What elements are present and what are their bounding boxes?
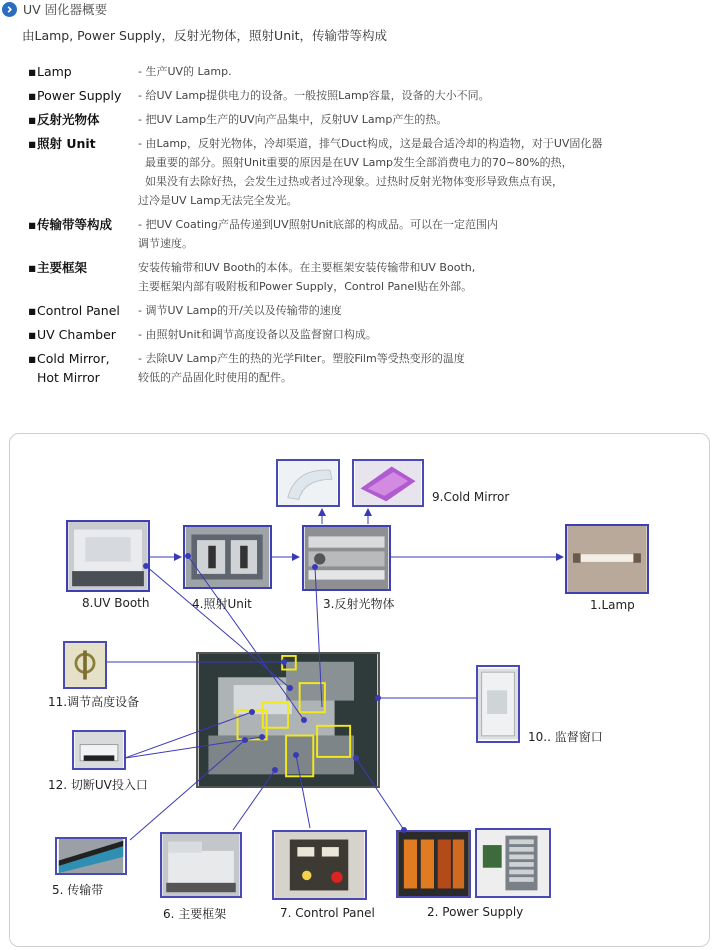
spec-item	[28, 110, 698, 130]
spec-term-label: 传输带等构成	[37, 217, 113, 232]
section-header	[2, 0, 107, 18]
spec-description	[138, 301, 342, 320]
spec-term	[28, 134, 138, 154]
spec-term-label: UV Chamber	[37, 327, 116, 342]
spec-term-label: 主要框架	[37, 260, 88, 275]
monitor-window-photo	[476, 665, 520, 743]
spec-term-label: 照射 Unit	[37, 136, 96, 151]
spec-description-line: - 把UV Coating产品传递到UV照射Unit底部的构成品。可以在一定范围内	[138, 218, 498, 231]
bullet-icon: ▪	[28, 88, 37, 103]
irradiation-unit-photo	[183, 525, 272, 589]
caption-power-supply: 2. Power Supply	[427, 905, 524, 919]
spec-term	[28, 62, 138, 82]
spec-description	[138, 215, 498, 253]
spec-term	[28, 349, 138, 387]
bullet-icon: ▪	[28, 217, 37, 232]
caption-lamp: 1.Lamp	[590, 598, 635, 612]
conveyor-photo	[55, 837, 127, 875]
spec-term	[28, 215, 138, 235]
spec-description-line: - 把UV Lamp生产的UV向产品集中，反射UV Lamp产生的热。	[138, 113, 448, 126]
spec-description	[138, 349, 465, 387]
spec-description-line: - 去除UV Lamp产生的热的光学Filter。塑胶Film等受热变形的温度	[138, 352, 465, 365]
caption-control-panel: 7. Control Panel	[280, 906, 375, 920]
summary-text: 由Lamp, Power Supply，反射光物体，照射Unit，传输带等构成	[22, 28, 387, 43]
spec-description	[138, 86, 490, 105]
bullet-icon: ▪	[28, 260, 37, 275]
bullet-icon: ▪	[28, 303, 37, 318]
bullet-icon: ▪	[28, 112, 37, 127]
spec-item	[28, 325, 698, 345]
caption-main-frame: 6. 主要框架	[163, 907, 227, 921]
spec-term	[28, 258, 138, 278]
spec-term-label: Control Panel	[37, 303, 120, 318]
height-adjust-photo	[63, 641, 107, 689]
spec-description	[138, 325, 377, 344]
lamp-photo	[565, 524, 649, 594]
spec-description-line: 安装传输带和UV Booth的本体。在主要框架安装传输带和UV Booth,	[138, 261, 476, 274]
spec-term-label: Power Supply	[37, 88, 122, 103]
spec-description-line: 主要框架内部有吸附板和Power Supply，Control Panel贴在外部。	[138, 280, 473, 293]
reflector-photo	[302, 525, 391, 591]
spec-description-line: 过冷是UV Lamp无法完全发光。	[138, 194, 298, 207]
spec-term	[28, 110, 138, 130]
power-supply-photo-2	[475, 828, 551, 898]
control-panel-photo	[272, 830, 367, 900]
bullet-icon: ▪	[28, 136, 37, 151]
caption-uv-cutoff: 12. 切断UV投入口	[48, 778, 148, 792]
spec-item	[28, 86, 698, 106]
uv-cutoff-photo	[72, 730, 126, 770]
spec-term-label: Lamp	[37, 64, 72, 79]
spec-description	[138, 62, 232, 81]
spec-term	[28, 325, 138, 345]
bullet-icon: ▪	[28, 64, 37, 79]
main-frame-photo	[160, 832, 242, 898]
caption-irradiation-unit: 4.照射Unit	[192, 597, 252, 611]
spec-description-line: - 调节UV Lamp的开/关以及传输带的速度	[138, 304, 342, 317]
section-title: UV 固化器概要	[23, 2, 108, 17]
caption-uv-booth: 8.UV Booth	[82, 596, 150, 610]
spec-term	[28, 301, 138, 321]
spec-description-line: 较低的产品固化时使用的配件。	[138, 371, 292, 384]
spec-description-line: 如果没有去除好热，会发生过热或者过冷现象。过热时反射光物体变形导致焦点有误，	[138, 175, 563, 188]
caption-conveyor: 5. 传输带	[52, 883, 104, 897]
power-supply-photo-1	[396, 830, 471, 898]
uv-booth-photo	[66, 520, 150, 592]
chevron-right-icon	[2, 2, 17, 17]
caption-monitor-window: 10.. 监督窗口	[528, 730, 603, 744]
bullet-icon: ▪	[28, 327, 37, 342]
spec-item	[28, 215, 698, 253]
spec-description-line: 调节速度。	[138, 237, 193, 250]
caption-height-adjust: 11.调节高度设备	[48, 695, 140, 709]
caption-cold-mirror: 9.Cold Mirror	[432, 490, 510, 504]
spec-item	[28, 62, 698, 82]
spec-description-line: - 由照射Unit和调节高度设备以及监督窗口构成。	[138, 328, 377, 341]
spec-term	[28, 86, 138, 106]
cold-mirror-photo-1	[276, 459, 340, 507]
spec-description	[138, 258, 475, 296]
spec-description-line: - 生产UV的 Lamp.	[138, 65, 232, 78]
spec-item	[28, 134, 698, 210]
spec-description	[138, 134, 602, 210]
spec-description-line: 最重要的部分。照射Unit重要的原因是在UV Lamp发生全部消费电力的70~80%的热，	[138, 156, 573, 169]
spec-description-line: - 由Lamp，反射光物体，冷却渠道，排气Duct构成，这是最合适冷却的构造物，对于UV固化器	[138, 137, 603, 150]
spec-item	[28, 349, 698, 387]
spec-description	[138, 110, 447, 129]
spec-item	[28, 301, 698, 321]
spec-term-label: 反射光物体	[37, 112, 100, 127]
main-machine-photo	[196, 652, 380, 788]
spec-list	[28, 62, 698, 387]
spec-term-label: Cold Mirror, Hot Mirror	[37, 351, 110, 385]
spec-description-line: - 给UV Lamp提供电力的设备。一般按照Lamp容量，设备的大小不同。	[138, 89, 490, 102]
spec-item	[28, 258, 698, 296]
cold-mirror-photo-2	[352, 459, 424, 507]
bullet-icon: ▪	[28, 351, 37, 366]
caption-reflector: 3.反射光物体	[323, 597, 395, 611]
